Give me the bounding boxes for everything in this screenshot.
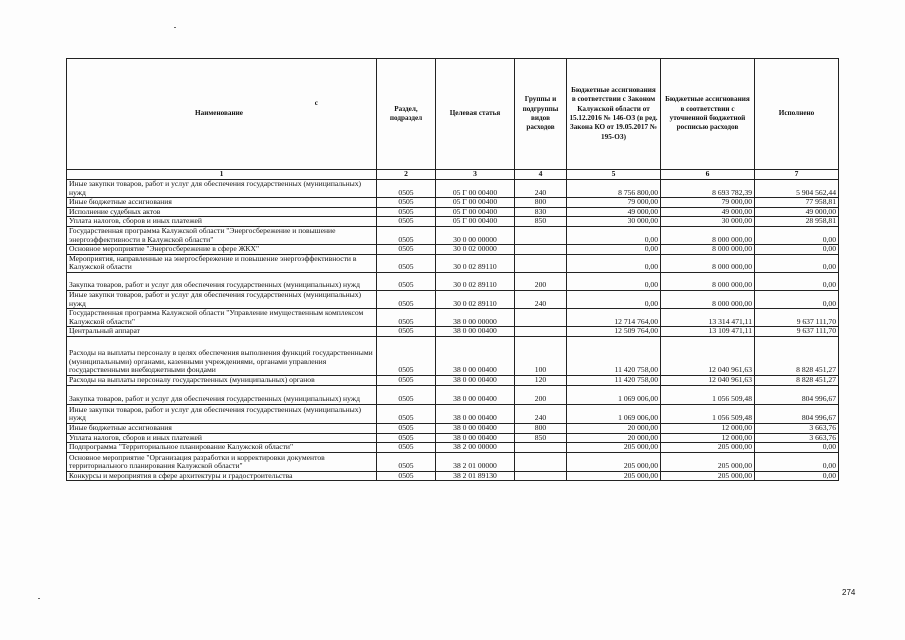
row-name: Иные закупки товаров, работ и услуг для обеспечения государственных (муниципальных) нужд — [67, 404, 377, 423]
table-row — [67, 336, 839, 375]
column-number: 5 — [567, 170, 661, 180]
row-expense-group: 850 — [515, 217, 567, 227]
row-law-amount: 20 000,00 — [567, 423, 661, 433]
row-name: Иные закупки товаров, работ и услуг для обеспечения государственных (муниципальных) нужд — [67, 180, 377, 198]
row-refined-amount: 8 000 000,00 — [661, 245, 755, 255]
table-row — [67, 433, 839, 443]
row-executed-amount: 0,00 — [755, 254, 839, 272]
row-target-code: 05 Г 00 00400 — [436, 180, 515, 198]
row-target-code: 38 0 00 00400 — [436, 404, 515, 423]
row-law-amount: 30 000,00 — [567, 217, 661, 227]
row-expense-group: 800 — [515, 198, 567, 208]
row-section: 0505 — [377, 290, 436, 308]
row-target-code: 30 0 02 89110 — [436, 254, 515, 272]
row-law-amount: 49 000,00 — [567, 207, 661, 217]
row-name: Расходы на выплаты персоналу государственных (муниципальных) органов — [67, 375, 377, 385]
header-refined: Бюджетные ассигнования в соответствии с уточненной бюджетной росписью расходов — [661, 59, 755, 170]
row-section: 0505 — [377, 207, 436, 217]
row-target-code: 38 2 00 00000 — [436, 443, 515, 453]
row-law-amount: 205 000,00 — [567, 452, 661, 471]
row-executed-amount: 3 663,76 — [755, 423, 839, 433]
row-section: 0505 — [377, 254, 436, 272]
table-row — [67, 385, 839, 404]
row-section: 0505 — [377, 217, 436, 227]
row-law-amount: 1 069 006,00 — [567, 404, 661, 423]
table-row — [67, 198, 839, 208]
table-row — [67, 207, 839, 217]
table-row — [67, 217, 839, 227]
row-law-amount: 11 420 758,00 — [567, 336, 661, 375]
row-executed-amount: 9 637 111,70 — [755, 327, 839, 337]
row-law-amount: 205 000,00 — [567, 471, 661, 481]
row-section: 0505 — [377, 443, 436, 453]
row-section: 0505 — [377, 433, 436, 443]
row-refined-amount: 205 000,00 — [661, 443, 755, 453]
row-expense-group — [515, 452, 567, 471]
table-row — [67, 327, 839, 337]
row-name: Иные закупки товаров, работ и услуг для обеспечения государственных (муниципальных) нужд — [67, 290, 377, 308]
row-refined-amount: 8 000 000,00 — [661, 290, 755, 308]
row-refined-amount: 49 000,00 — [661, 207, 755, 217]
row-law-amount: 1 069 006,00 — [567, 385, 661, 404]
row-law-amount: 0,00 — [567, 245, 661, 255]
row-target-code: 05 Г 00 00400 — [436, 198, 515, 208]
row-refined-amount: 8 693 782,39 — [661, 180, 755, 198]
row-name: Закупка товаров, работ и услуг для обеспечения государственных (муниципальных) нужд — [67, 272, 377, 290]
row-executed-amount: 0,00 — [755, 290, 839, 308]
row-target-code: 38 0 00 00000 — [436, 309, 515, 327]
table-row — [67, 180, 839, 198]
row-expense-group — [515, 443, 567, 453]
row-expense-group: 100 — [515, 336, 567, 375]
column-number: 6 — [661, 170, 755, 180]
row-section: 0505 — [377, 245, 436, 255]
row-section: 0505 — [377, 180, 436, 198]
row-section: 0505 — [377, 471, 436, 481]
row-expense-group — [515, 327, 567, 337]
row-executed-amount: 5 904 562,44 — [755, 180, 839, 198]
row-target-code: 30 0 00 00000 — [436, 226, 515, 244]
row-expense-group — [515, 254, 567, 272]
row-law-amount: 0,00 — [567, 254, 661, 272]
row-section: 0505 — [377, 198, 436, 208]
column-number: 3 — [436, 170, 515, 180]
row-section: 0505 — [377, 423, 436, 433]
row-law-amount: 0,00 — [567, 226, 661, 244]
column-number: 1 — [67, 170, 377, 180]
header-groups: Группы и подгруппы видов расходов — [515, 59, 567, 170]
row-section: 0505 — [377, 336, 436, 375]
header-name — [67, 59, 377, 170]
column-number-row — [67, 170, 839, 180]
row-expense-group: 240 — [515, 290, 567, 308]
row-name: Государственная программа Калужской области "Энергосбережение и повышение энергоэффективности в Калужской области" — [67, 226, 377, 244]
row-law-amount: 79 000,00 — [567, 198, 661, 208]
table-row — [67, 245, 839, 255]
header-name-label: Наименование — [195, 109, 243, 118]
table-row — [67, 254, 839, 272]
row-target-code: 38 0 00 00400 — [436, 433, 515, 443]
table-body — [67, 180, 839, 481]
scan-mark — [38, 598, 40, 599]
row-section: 0505 — [377, 309, 436, 327]
row-expense-group: 240 — [515, 404, 567, 423]
row-refined-amount: 8 000 000,00 — [661, 254, 755, 272]
row-executed-amount: 0,00 — [755, 226, 839, 244]
table-row — [67, 452, 839, 471]
row-executed-amount: 0,00 — [755, 452, 839, 471]
row-name: Подпрограмма "Территориальное планирование Калужской области" — [67, 443, 377, 453]
row-refined-amount: 13 314 471,11 — [661, 309, 755, 327]
row-refined-amount: 12 000,00 — [661, 423, 755, 433]
row-executed-amount: 0,00 — [755, 471, 839, 481]
row-name: Уплата налогов, сборов и иных платежей — [67, 433, 377, 443]
row-section: 0505 — [377, 452, 436, 471]
row-section: 0505 — [377, 385, 436, 404]
row-law-amount: 11 420 758,00 — [567, 375, 661, 385]
row-expense-group: 800 — [515, 423, 567, 433]
row-section: 0505 — [377, 272, 436, 290]
row-executed-amount: 804 996,67 — [755, 404, 839, 423]
row-name: Уплата налогов, сборов и иных платежей — [67, 217, 377, 227]
header-section: Раздел, подраздел — [377, 59, 436, 170]
row-law-amount: 0,00 — [567, 272, 661, 290]
row-target-code: 05 Г 00 00400 — [436, 207, 515, 217]
row-expense-group: 120 — [515, 375, 567, 385]
row-expense-group: 200 — [515, 385, 567, 404]
row-law-amount: 20 000,00 — [567, 433, 661, 443]
row-section: 0505 — [377, 226, 436, 244]
row-name: Иные бюджетные ассигнования — [67, 198, 377, 208]
row-refined-amount: 13 109 471,11 — [661, 327, 755, 337]
table-row — [67, 226, 839, 244]
row-executed-amount: 0,00 — [755, 272, 839, 290]
row-name: Конкурсы и мероприятия в сфере архитектуры и градостроительства — [67, 471, 377, 481]
table-row — [67, 404, 839, 423]
row-refined-amount: 1 056 509,48 — [661, 404, 755, 423]
row-name: Исполнение судебных актов — [67, 207, 377, 217]
row-target-code: 30 0 02 89110 — [436, 290, 515, 308]
row-executed-amount: 3 663,76 — [755, 433, 839, 443]
row-executed-amount: 804 996,67 — [755, 385, 839, 404]
row-expense-group — [515, 309, 567, 327]
row-section: 0505 — [377, 404, 436, 423]
row-name: Государственная программа Калужской области "Управление имущественным комплексом Калужской области" — [67, 309, 377, 327]
row-refined-amount: 1 056 509,48 — [661, 385, 755, 404]
row-expense-group — [515, 226, 567, 244]
row-refined-amount: 12 000,00 — [661, 433, 755, 443]
row-name: Основное мероприятие "Организация разработки и корректировки документов территориального планирования Калужской области" — [67, 452, 377, 471]
row-refined-amount: 205 000,00 — [661, 471, 755, 481]
row-executed-amount: 8 828 451,27 — [755, 375, 839, 385]
budget-table — [66, 58, 839, 481]
row-executed-amount: 0,00 — [755, 443, 839, 453]
row-law-amount: 205 000,00 — [567, 443, 661, 453]
table-row — [67, 471, 839, 481]
row-name: Мероприятия, направленные на энергосбережение и повышение энергоэффективности в Калужской области — [67, 254, 377, 272]
row-law-amount: 8 756 800,00 — [567, 180, 661, 198]
row-executed-amount: 9 637 111,70 — [755, 309, 839, 327]
row-name: Основное мероприятие "Энергосбережение в сфере ЖКХ" — [67, 245, 377, 255]
row-name: Центральный аппарат — [67, 327, 377, 337]
row-target-code: 30 0 02 00000 — [436, 245, 515, 255]
row-section: 0505 — [377, 375, 436, 385]
row-law-amount: 0,00 — [567, 290, 661, 308]
table-row — [67, 290, 839, 308]
table-row — [67, 443, 839, 453]
column-number: 7 — [755, 170, 839, 180]
row-expense-group — [515, 245, 567, 255]
scan-mark — [174, 27, 176, 28]
row-expense-group: 240 — [515, 180, 567, 198]
row-law-amount: 12 509 764,00 — [567, 327, 661, 337]
table-row — [67, 309, 839, 327]
row-executed-amount: 49 000,00 — [755, 207, 839, 217]
header-executed: Исполнено — [755, 59, 839, 170]
table-row — [67, 423, 839, 433]
row-target-code: 38 0 00 00400 — [436, 327, 515, 337]
column-number: 2 — [377, 170, 436, 180]
row-executed-amount: 0,00 — [755, 245, 839, 255]
table-row — [67, 272, 839, 290]
row-law-amount: 12 714 764,00 — [567, 309, 661, 327]
row-refined-amount: 205 000,00 — [661, 452, 755, 471]
row-target-code: 30 0 02 89110 — [436, 272, 515, 290]
column-number: 4 — [515, 170, 567, 180]
header-name-mark: с — [314, 99, 318, 108]
row-refined-amount: 8 000 000,00 — [661, 226, 755, 244]
row-executed-amount: 77 958,81 — [755, 198, 839, 208]
row-target-code: 38 0 00 00400 — [436, 423, 515, 433]
table-header-row — [67, 59, 839, 170]
table-row — [67, 375, 839, 385]
header-law: Бюджетные ассигнования в соответствии с Законом Калужской области от 15.12.2016 № 146-ОЗ (в ред. Закона КО от 19.05.2017 № 195-ОЗ) — [567, 59, 661, 170]
row-target-code: 05 Г 00 00400 — [436, 217, 515, 227]
row-expense-group — [515, 471, 567, 481]
row-refined-amount: 8 000 000,00 — [661, 272, 755, 290]
row-target-code: 38 0 00 00400 — [436, 385, 515, 404]
row-target-code: 38 0 00 00400 — [436, 336, 515, 375]
row-target-code: 38 2 01 89130 — [436, 471, 515, 481]
row-refined-amount: 12 040 961,63 — [661, 375, 755, 385]
row-refined-amount: 79 000,00 — [661, 198, 755, 208]
row-expense-group: 830 — [515, 207, 567, 217]
row-name: Иные бюджетные ассигнования — [67, 423, 377, 433]
page-number: 274 — [842, 588, 856, 597]
row-refined-amount: 12 040 961,63 — [661, 336, 755, 375]
row-executed-amount: 28 958,81 — [755, 217, 839, 227]
row-section: 0505 — [377, 327, 436, 337]
row-name: Закупка товаров, работ и услуг для обеспечения государственных (муниципальных) нужд — [67, 385, 377, 404]
row-executed-amount: 8 828 451,27 — [755, 336, 839, 375]
row-target-code: 38 2 01 00000 — [436, 452, 515, 471]
header-target: Целевая статья — [436, 59, 515, 170]
row-refined-amount: 30 000,00 — [661, 217, 755, 227]
row-expense-group: 200 — [515, 272, 567, 290]
row-expense-group: 850 — [515, 433, 567, 443]
row-name: Расходы на выплаты персоналу в целях обеспечения выполнения функций государственными (муниципальными) органами, казенными учреждениями, органами управления государственными внебюджетными фондами — [67, 336, 377, 375]
row-target-code: 38 0 00 00400 — [436, 375, 515, 385]
